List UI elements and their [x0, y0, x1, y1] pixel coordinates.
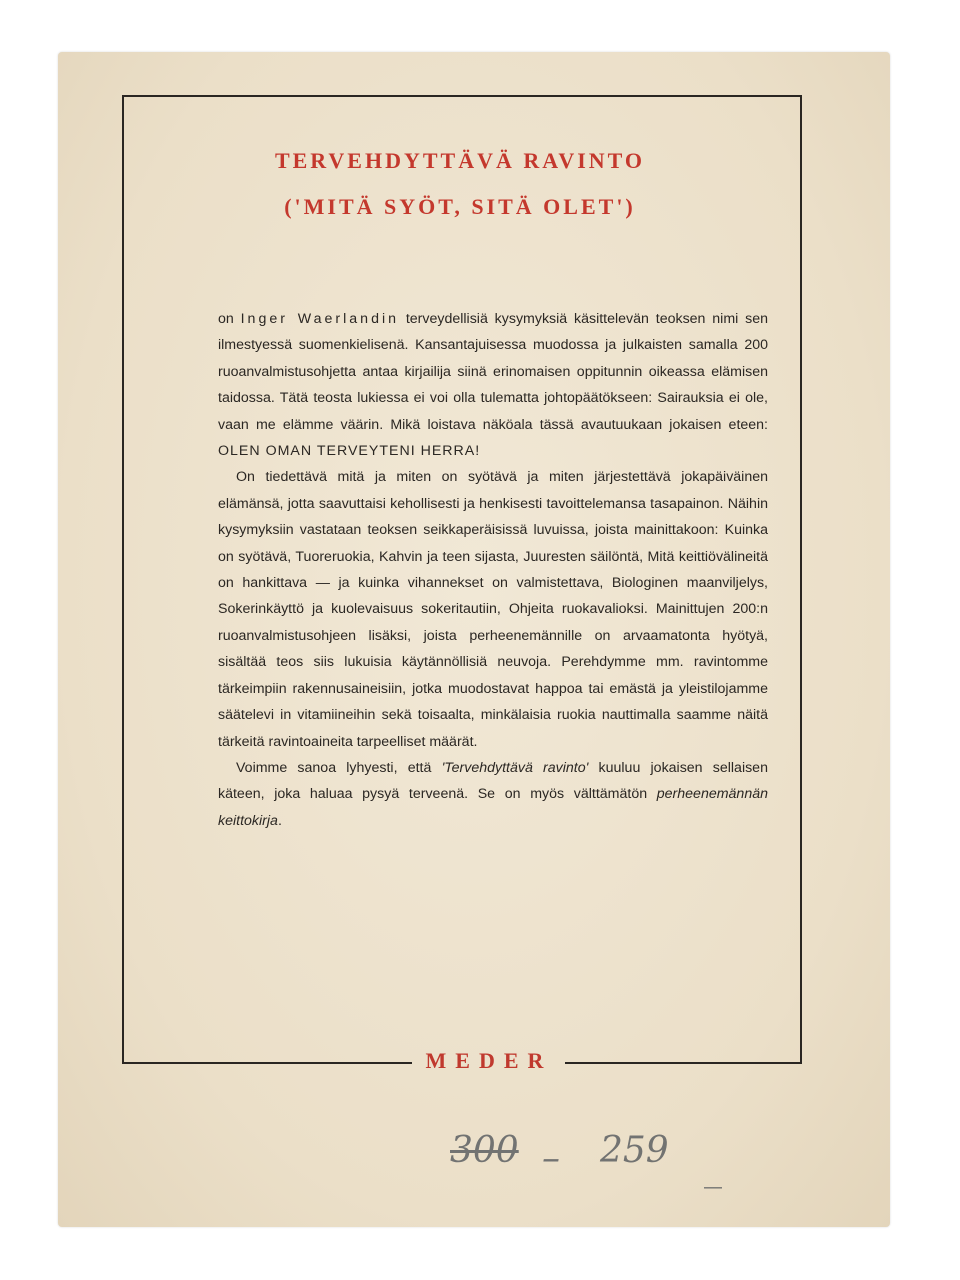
title-line-1: TERVEHDYTTÄVÄ RAVINTO	[274, 148, 646, 173]
title-line-2: ('MITÄ SYÖT, SITÄ OLET')	[284, 194, 636, 219]
handwritten-old-price: 300	[450, 1130, 519, 1171]
handwritten-dash-2: _	[704, 1148, 722, 1189]
frame-top-border	[122, 95, 802, 97]
author-name: Inger Waerlandin	[240, 311, 400, 327]
book-title-italic: 'Tervehdyttävä ravinto'	[441, 759, 589, 776]
cookbook-italic: perheenemännän keittokirja	[218, 786, 768, 829]
frame-left-border	[122, 95, 124, 1064]
paragraph-3	[218, 755, 768, 834]
frame-right-border	[800, 95, 802, 1064]
paragraph-1-text: terveydellisiä kysymyksiä käsittelevän teoksen nimi sen ilmestyessä suomenkielisenä. Kansantajuisessa muodossa ja julkaisten samalla 200 ruoanvalmistusohjetta antaa kirjailija siinä erinomaisen oppitunnin oikeassa elämisen taidossa. Tätä teosta lukiessa ei voi olla tulematta johtopäätökseen: Sairauksia ei ole, vaan me elämme väärin. Mikä loistava näköala tässä avautuukaan jokaisen eteen:	[218, 311, 768, 433]
paragraph-1	[218, 306, 768, 464]
paragraph-3-text-2: kuuluu jokaisen sellaisen käteen, joka haluaa pysyä terveenä. Se on myös välttämätön	[218, 759, 768, 803]
paragraph-1-emphasis: OLEN OMAN TERVEYTENI HERRA!	[218, 443, 481, 460]
handwritten-new-price: 259	[600, 1130, 669, 1171]
frame-bottom-border-left	[122, 1062, 412, 1064]
paragraph-3-text-3: .	[277, 812, 282, 829]
publisher-name: MEDER	[425, 1048, 553, 1073]
handwritten-dash: –	[542, 1138, 560, 1179]
frame-bottom-border-right	[565, 1062, 802, 1064]
paragraph-3-text-1: Voimme sanoa lyhyesti, että	[236, 759, 442, 776]
description-text	[218, 306, 768, 834]
paragraph-2: On tiedettävä mitä ja miten on syötävä ja miten järjestettävä jokapäiväinen elämänsä, jotta saavuttaisi kehollisesti ja henkisesti tavoittelemansa tasapainon. Näihin kysymyksiin vastataan teoksen seikkaperäisissä luvuissa, joista mainittakoon: Kuinka on syötävä, Tuoreruokia, Kahvin ja teen sijasta, Juuresten säilöntä, Mitä keittiövälineitä on hankittava — ja kuinka vihannekset on valmistettava, Biologinen maanviljelys, Sokerinkäyttö ja kuolevaisuus sokeritautiin, Ohjeita ruokavalioksi. Mainittujen 200:n ruoanvalmistusohjeen lisäksi, joista perheenemännille on arvaamatonta hyötyä, sisältää teos siis lukuisia käytännöllisiä neuvoja. Perehdymme mm. ravintomme tärkeimpiin rakennusaineisiin, jotka muodostavat happoa tai emästä ja yleistilojamme säätelevi in vitamiineihin sekä toisaalta, minkälaisia ruokia nauttimalla saamme näitä tärkeitä ravintoaineita tarpeelliset määrät.	[218, 469, 768, 750]
paragraph-1-lead: on	[218, 311, 241, 327]
